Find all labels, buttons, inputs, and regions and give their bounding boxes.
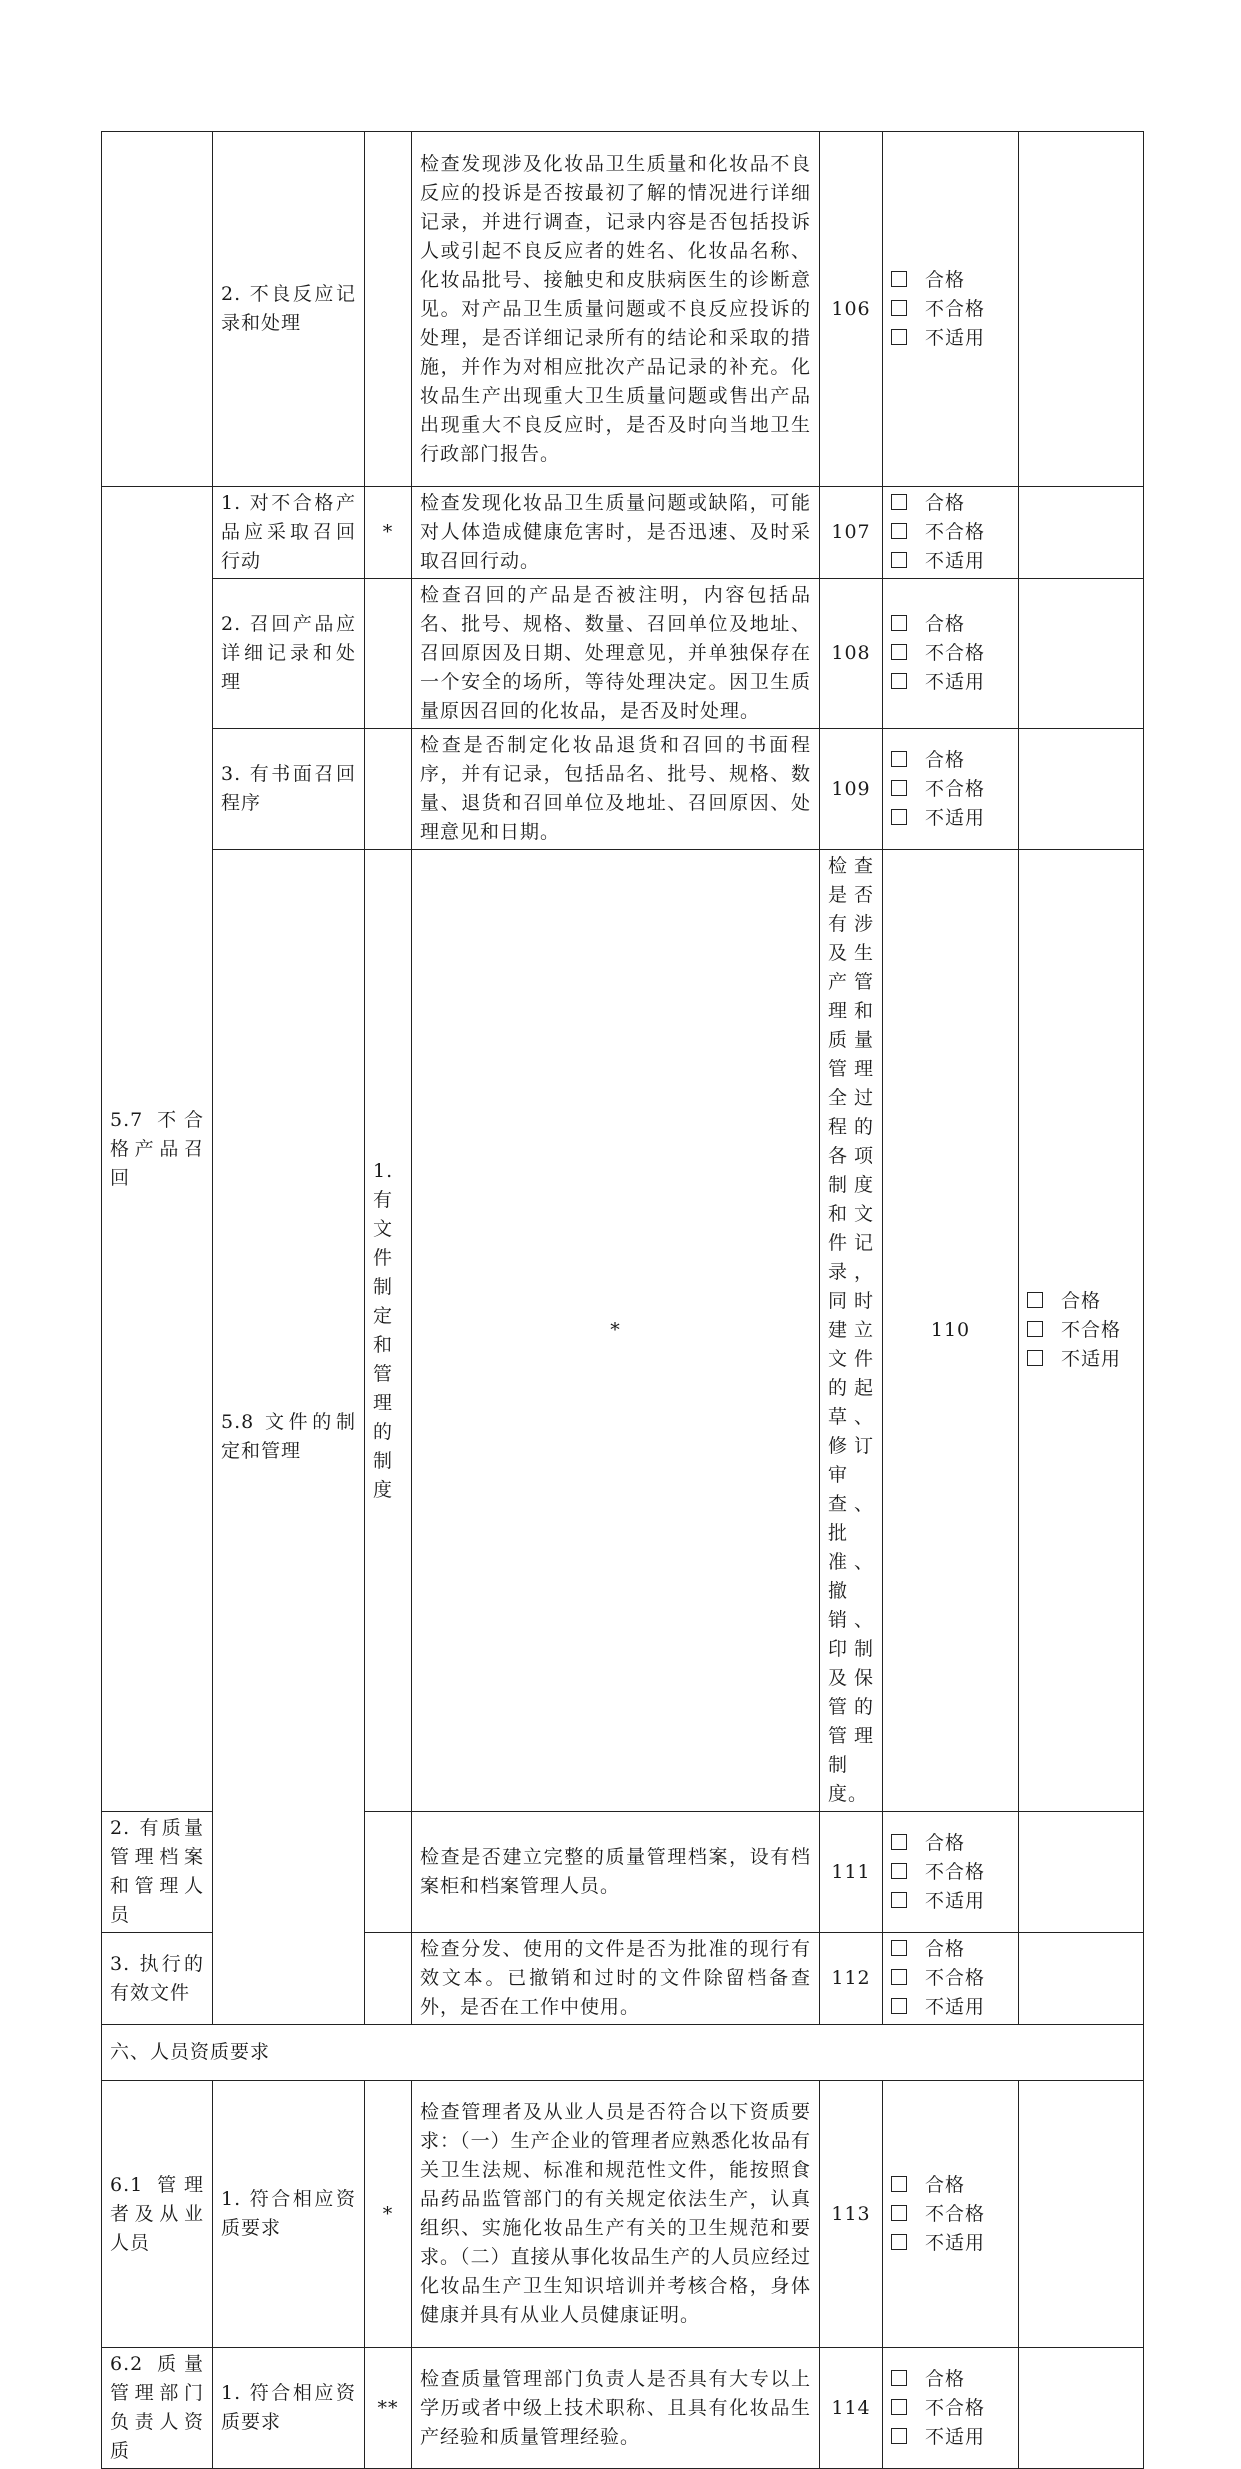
description-cell: 检查质量管理部门负责人是否具有大专以上学历或者中级上技术职称、且具有化妆品生产经验和质量管理经验。 bbox=[412, 2348, 820, 2469]
result-option-pass[interactable]: 合格 bbox=[891, 2171, 1010, 2200]
checkbox-icon[interactable] bbox=[891, 1892, 907, 1908]
checkbox-icon[interactable] bbox=[891, 2234, 907, 2250]
result-cell bbox=[883, 487, 1019, 579]
category-cell: 5.7 不合格产品召回 bbox=[102, 487, 213, 1812]
result-option-pass[interactable]: 合格 bbox=[891, 1829, 1010, 1858]
checkbox-icon[interactable] bbox=[891, 673, 907, 689]
description-cell: 检查发现化妆品卫生质量问题或缺陷，可能对人体造成健康危害时，是否迅速、及时采取召回行动。 bbox=[412, 487, 820, 579]
checkbox-icon[interactable] bbox=[891, 2205, 907, 2221]
key-mark-cell bbox=[365, 132, 412, 487]
result-option-fail[interactable]: 不合格 bbox=[891, 518, 1010, 547]
key-mark-cell: * bbox=[412, 850, 820, 1812]
result-option-na[interactable]: 不适用 bbox=[1027, 1345, 1135, 1374]
result-option-pass[interactable]: 合格 bbox=[891, 1935, 1010, 1964]
result-option-fail[interactable]: 不合格 bbox=[891, 2394, 1010, 2423]
result-cell bbox=[883, 2081, 1019, 2348]
item-cell: 2. 召回产品应详细记录和处理 bbox=[213, 579, 365, 729]
checkbox-icon[interactable] bbox=[891, 644, 907, 660]
description-cell: 检查是否有涉及生产管理和质量管理全过程的各项制度和文件记录，同时建立文件的起草、修订审查、批准、撤销、印制及保管的管理制度。 bbox=[820, 850, 883, 1812]
checkbox-icon[interactable] bbox=[891, 809, 907, 825]
key-mark-cell bbox=[365, 1933, 412, 2025]
result-option-fail[interactable]: 不合格 bbox=[891, 1858, 1010, 1887]
key-mark-cell: * bbox=[365, 487, 412, 579]
result-option-fail[interactable]: 不合格 bbox=[891, 1964, 1010, 1993]
key-mark-cell bbox=[365, 1812, 412, 1933]
checkbox-icon[interactable] bbox=[891, 552, 907, 568]
result-cell bbox=[883, 1933, 1019, 2025]
checkbox-icon[interactable] bbox=[891, 615, 907, 631]
table-row bbox=[102, 487, 1144, 579]
checkbox-icon[interactable] bbox=[891, 1998, 907, 2014]
checkbox-icon[interactable] bbox=[891, 780, 907, 796]
checkbox-icon[interactable] bbox=[891, 300, 907, 316]
key-mark-cell bbox=[365, 579, 412, 729]
checkbox-icon[interactable] bbox=[891, 523, 907, 539]
item-number-cell: 108 bbox=[820, 579, 883, 729]
checkbox-icon[interactable] bbox=[1027, 1292, 1043, 1308]
checkbox-icon[interactable] bbox=[891, 329, 907, 345]
item-number-cell: 106 bbox=[820, 132, 883, 487]
remarks-cell[interactable] bbox=[1019, 1933, 1144, 2025]
description-cell: 检查发现涉及化妆品卫生质量和化妆品不良反应的投诉是否按最初了解的情况进行详细记录，并进行调查，记录内容是否包括投诉人或引起不良反应者的姓名、化妆品名称、化妆品批号、接触史和皮肤病医生的诊断意见。对产品卫生质量问题或不良反应投诉的处理，是否详细记录所有的结论和采取的措施，并作为对相应批次产品记录的补充。化妆品生产出现重大卫生质量问题或售出产品出现重大不良反应时，是否及时向当地卫生行政部门报告。 bbox=[412, 132, 820, 487]
item-cell: 1. 符合相应资质要求 bbox=[213, 2348, 365, 2469]
result-option-pass[interactable]: 合格 bbox=[1027, 1287, 1135, 1316]
remarks-cell[interactable] bbox=[1019, 132, 1144, 487]
result-option-na[interactable]: 不适用 bbox=[891, 324, 1010, 353]
result-option-fail[interactable]: 不合格 bbox=[891, 295, 1010, 324]
section-row bbox=[102, 2025, 1144, 2081]
item-number-cell: 113 bbox=[820, 2081, 883, 2348]
checkbox-icon[interactable] bbox=[891, 2428, 907, 2444]
remarks-cell[interactable] bbox=[1019, 487, 1144, 579]
key-mark-cell bbox=[365, 729, 412, 850]
result-option-na[interactable]: 不适用 bbox=[891, 804, 1010, 833]
checkbox-icon[interactable] bbox=[1027, 1321, 1043, 1337]
result-option-fail[interactable]: 不合格 bbox=[1027, 1316, 1135, 1345]
item-cell: 1. 有文件制定和管理的制度 bbox=[365, 850, 412, 1812]
item-cell: 3. 有书面召回程序 bbox=[213, 729, 365, 850]
checkbox-icon[interactable] bbox=[891, 2399, 907, 2415]
category-cell: 6.1 管理者及从业人员 bbox=[102, 2081, 213, 2348]
category-cell: 5.8 文件的制定和管理 bbox=[213, 850, 365, 2025]
table-row bbox=[102, 579, 1144, 729]
item-number-cell: 107 bbox=[820, 487, 883, 579]
checkbox-icon[interactable] bbox=[891, 494, 907, 510]
item-cell: 1. 符合相应资质要求 bbox=[213, 2081, 365, 2348]
inspection-table bbox=[101, 131, 1144, 2469]
table-row bbox=[102, 729, 1144, 850]
item-number-cell: 114 bbox=[820, 2348, 883, 2469]
category-cell: 6.2 质量管理部门负责人资质 bbox=[102, 2348, 213, 2469]
item-number-cell: 111 bbox=[820, 1812, 883, 1933]
checkbox-icon[interactable] bbox=[891, 1940, 907, 1956]
result-option-na[interactable]: 不适用 bbox=[891, 668, 1010, 697]
result-option-fail[interactable]: 不合格 bbox=[891, 775, 1010, 804]
description-cell: 检查是否制定化妆品退货和召回的书面程序，并有记录，包括品名、批号、规格、数量、退货和召回单位及地址、召回原因、处理意见和日期。 bbox=[412, 729, 820, 850]
table-row bbox=[102, 132, 1144, 487]
result-option-fail[interactable]: 不合格 bbox=[891, 639, 1010, 668]
remarks-cell[interactable] bbox=[1019, 2081, 1144, 2348]
checkbox-icon[interactable] bbox=[891, 2176, 907, 2192]
item-cell: 2. 不良反应记录和处理 bbox=[213, 132, 365, 487]
category-cell bbox=[102, 132, 213, 487]
description-cell: 检查管理者及从业人员是否符合以下资质要求：（一）生产企业的管理者应熟悉化妆品有关卫生法规、标准和规范性文件，能按照食品药品监管部门的有关规定依法生产，认真组织、实施化妆品生产有关的卫生规范和要求。（二）直接从事化妆品生产的人员应经过化妆品生产卫生知识培训并考核合格，身体健康并具有从业人员健康证明。 bbox=[412, 2081, 820, 2348]
table-row bbox=[102, 2081, 1144, 2348]
item-cell: 3. 执行的有效文件 bbox=[102, 1933, 213, 2025]
result-option-pass[interactable]: 合格 bbox=[891, 746, 1010, 775]
remarks-cell[interactable] bbox=[1019, 2348, 1144, 2469]
result-cell bbox=[883, 1812, 1019, 1933]
result-option-na[interactable]: 不适用 bbox=[891, 2423, 1010, 2452]
remarks-cell[interactable] bbox=[1019, 579, 1144, 729]
description-cell: 检查是否建立完整的质量管理档案，设有档案柜和档案管理人员。 bbox=[412, 1812, 820, 1933]
result-option-na[interactable]: 不适用 bbox=[891, 547, 1010, 576]
result-cell bbox=[883, 579, 1019, 729]
checkbox-icon[interactable] bbox=[891, 1969, 907, 1985]
key-mark-cell: ** bbox=[365, 2348, 412, 2469]
result-cell bbox=[1019, 850, 1144, 1812]
item-number-cell: 109 bbox=[820, 729, 883, 850]
description-cell: 检查分发、使用的文件是否为批准的现行有效文本。已撤销和过时的文件除留档备查外，是否在工作中使用。 bbox=[412, 1933, 820, 2025]
result-option-fail[interactable]: 不合格 bbox=[891, 2200, 1010, 2229]
result-option-na[interactable]: 不适用 bbox=[891, 1887, 1010, 1916]
result-option-pass[interactable]: 合格 bbox=[891, 266, 1010, 295]
table-row bbox=[102, 850, 1144, 1812]
checkbox-icon[interactable] bbox=[891, 751, 907, 767]
result-option-pass[interactable]: 合格 bbox=[891, 489, 1010, 518]
item-number-cell: 112 bbox=[820, 1933, 883, 2025]
item-number-cell: 110 bbox=[883, 850, 1019, 1812]
result-cell bbox=[883, 132, 1019, 487]
checkbox-icon[interactable] bbox=[891, 271, 907, 287]
remarks-cell[interactable] bbox=[1019, 729, 1144, 850]
item-cell: 1. 对不合格产品应采取召回行动 bbox=[213, 487, 365, 579]
section-title: 六、人员资质要求 bbox=[102, 2025, 1144, 2081]
table-row bbox=[102, 2348, 1144, 2469]
result-option-na[interactable]: 不适用 bbox=[891, 1993, 1010, 2022]
checkbox-icon[interactable] bbox=[1027, 1350, 1043, 1366]
item-cell: 2. 有质量管理档案和管理人员 bbox=[102, 1812, 213, 1933]
remarks-cell[interactable] bbox=[1019, 1812, 1144, 1933]
result-cell bbox=[883, 2348, 1019, 2469]
result-cell bbox=[883, 729, 1019, 850]
checkbox-icon[interactable] bbox=[891, 1863, 907, 1879]
checkbox-icon[interactable] bbox=[891, 2370, 907, 2386]
result-option-pass[interactable]: 合格 bbox=[891, 2365, 1010, 2394]
description-cell: 检查召回的产品是否被注明，内容包括品名、批号、规格、数量、召回单位及地址、召回原因及日期、处理意见，并单独保存在一个安全的场所，等待处理决定。因卫生质量原因召回的化妆品，是否及时处理。 bbox=[412, 579, 820, 729]
result-option-na[interactable]: 不适用 bbox=[891, 2229, 1010, 2258]
checkbox-icon[interactable] bbox=[891, 1834, 907, 1850]
key-mark-cell: * bbox=[365, 2081, 412, 2348]
result-option-pass[interactable]: 合格 bbox=[891, 610, 1010, 639]
